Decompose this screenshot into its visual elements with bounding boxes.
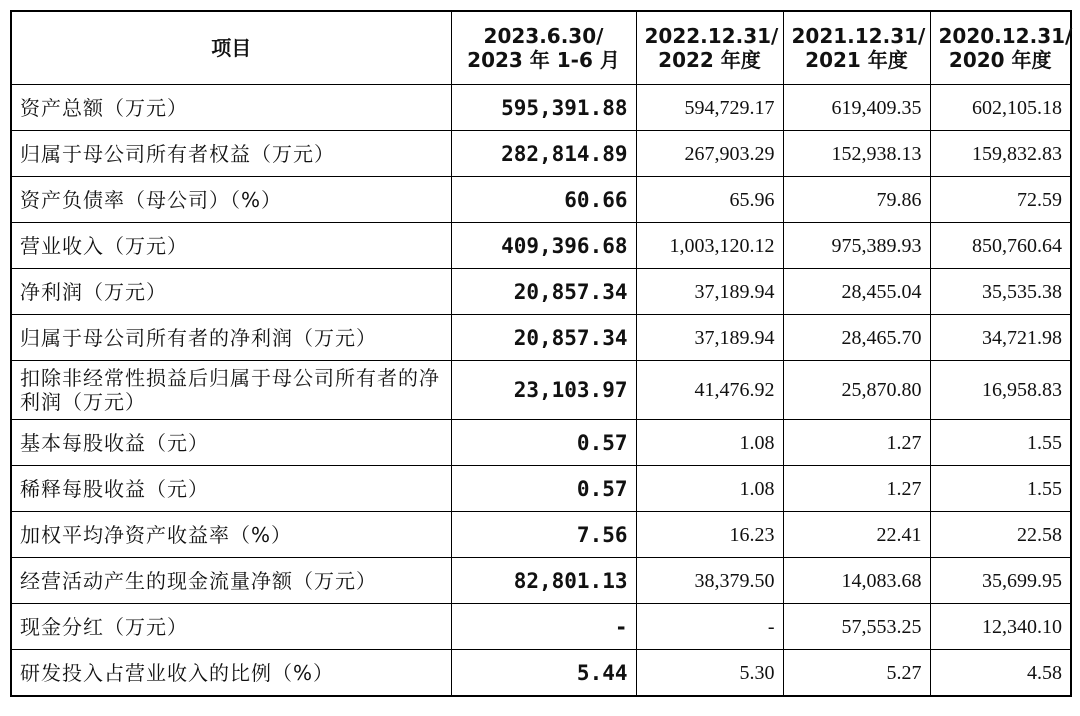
value-2020: 35,699.95 [930,558,1071,604]
row-label: 研发投入占营业收入的比例（%） [11,650,451,697]
header-2022-period: 2022 年度 [658,48,761,72]
table-row [11,177,1071,223]
row-label: 基本每股收益（元） [11,420,451,466]
value-2020: 34,721.98 [930,315,1071,361]
table-row [11,85,1071,131]
row-label: 扣除非经常性损益后归属于母公司所有者的净利润（万元） [11,361,451,420]
value-2020: 4.58 [930,650,1071,697]
header-2023h1-period: 2023 年 1-6 月 [467,48,620,72]
value-2023h1: 5.44 [451,650,636,697]
header-2020-period: 2020 年度 [948,48,1052,72]
value-2021: 619,409.35 [783,85,930,131]
value-2021: 5.27 [783,650,930,697]
value-2022: 38,379.50 [636,558,783,604]
value-2023h1: 0.57 [451,466,636,512]
header-2021-date: 2021.12.31/ [791,24,926,48]
value-2020: 159,832.83 [930,131,1071,177]
row-label: 营业收入（万元） [11,223,451,269]
value-2020: 1.55 [930,420,1071,466]
value-2021: 14,083.68 [783,558,930,604]
value-2021: 22.41 [783,512,930,558]
table-row [11,223,1071,269]
header-2020-date: 2020.12.31/ [938,24,1073,48]
value-2020: 35,535.38 [930,269,1071,315]
value-2021: 1.27 [783,420,930,466]
value-2023h1: 595,391.88 [451,85,636,131]
value-2021: 28,455.04 [783,269,930,315]
row-label: 稀释每股收益（元） [11,466,451,512]
header-item [11,11,451,85]
row-label: 归属于母公司所有者的净利润（万元） [11,315,451,361]
table-row [11,604,1071,650]
value-2021: 25,870.80 [783,361,930,420]
value-2020: 850,760.64 [930,223,1071,269]
value-2021: 152,938.13 [783,131,930,177]
value-2023h1: 7.56 [451,512,636,558]
table-row [11,131,1071,177]
row-label: 经营活动产生的现金流量净额（万元） [11,558,451,604]
value-2022: 65.96 [636,177,783,223]
header-2023h1 [451,11,636,85]
financial-table [10,10,1072,697]
value-2022: 37,189.94 [636,315,783,361]
value-2023h1: - [451,604,636,650]
header-2021-period: 2021 年度 [805,48,908,72]
value-2022: 1.08 [636,420,783,466]
value-2022: 267,903.29 [636,131,783,177]
header-2023h1-date: 2023.6.30/ [483,24,604,48]
value-2020: 22.58 [930,512,1071,558]
value-2020: 16,958.83 [930,361,1071,420]
row-label: 净利润（万元） [11,269,451,315]
value-2022: 41,476.92 [636,361,783,420]
value-2021: 57,553.25 [783,604,930,650]
row-label: 资产负债率（母公司）（%） [11,177,451,223]
value-2020: 72.59 [930,177,1071,223]
table-row [11,650,1071,697]
value-2022: 16.23 [636,512,783,558]
value-2021: 975,389.93 [783,223,930,269]
header-2022 [636,11,783,85]
header-row [11,11,1071,85]
row-label: 资产总额（万元） [11,85,451,131]
table-row [11,558,1071,604]
value-2022: 1,003,120.12 [636,223,783,269]
value-2023h1: 409,396.68 [451,223,636,269]
header-2021 [783,11,930,85]
header-item-label: 项目 [211,36,252,60]
value-2023h1: 20,857.34 [451,269,636,315]
value-2023h1: 282,814.89 [451,131,636,177]
table-row [11,361,1071,420]
value-2022: 594,729.17 [636,85,783,131]
value-2023h1: 82,801.13 [451,558,636,604]
table-row [11,466,1071,512]
value-2023h1: 60.66 [451,177,636,223]
value-2022: 37,189.94 [636,269,783,315]
header-2020 [930,11,1071,85]
value-2020: 1.55 [930,466,1071,512]
value-2023h1: 23,103.97 [451,361,636,420]
value-2021: 1.27 [783,466,930,512]
value-2020: 12,340.10 [930,604,1071,650]
value-2023h1: 0.57 [451,420,636,466]
value-2023h1: 20,857.34 [451,315,636,361]
table-row [11,269,1071,315]
value-2021: 28,465.70 [783,315,930,361]
row-label: 归属于母公司所有者权益（万元） [11,131,451,177]
value-2022: - [636,604,783,650]
header-2022-date: 2022.12.31/ [644,24,779,48]
value-2022: 1.08 [636,466,783,512]
value-2020: 602,105.18 [930,85,1071,131]
value-2021: 79.86 [783,177,930,223]
table-row [11,420,1071,466]
financial-table-container [10,10,1072,697]
table-row [11,315,1071,361]
table-row [11,512,1071,558]
value-2022: 5.30 [636,650,783,697]
row-label: 加权平均净资产收益率（%） [11,512,451,558]
row-label: 现金分红（万元） [11,604,451,650]
